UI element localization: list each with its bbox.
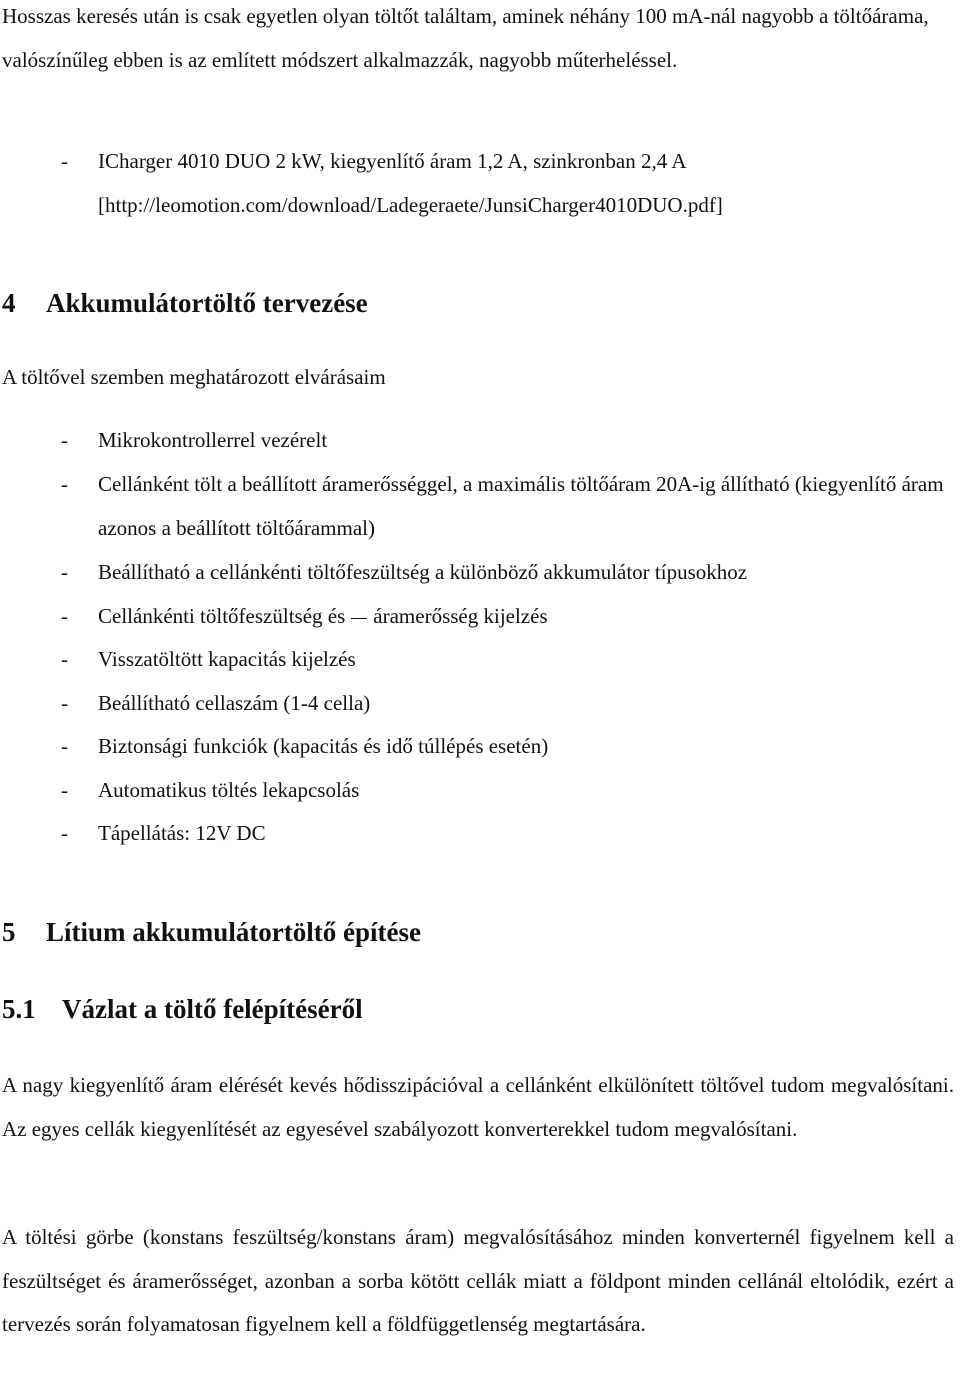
section-5-1-paragraph-1: A nagy kiegyenlítő áram elérését kevés hődisszipációval a cellánként elkülönített töltővel tudom megvalósítani. Az egyes cellák kiegyenlítését az egyesével szabályozott konverterekkel tudom megvalósítani. — [2, 1073, 954, 1141]
bullet-dash: - — [61, 428, 68, 452]
requirement-text: Beállítható cellaszám (1-4 cella) — [98, 691, 371, 715]
strikethrough-dash — [351, 618, 367, 619]
section-5-title: Lítium akkumulátortöltő építése — [46, 917, 421, 947]
section-5-1-heading — [2, 992, 363, 1026]
section-5-number: 5 — [2, 917, 16, 947]
intro-bullet — [2, 140, 954, 227]
requirement-item — [2, 419, 954, 463]
bullet-dash: - — [61, 604, 68, 628]
bullet-dash: - — [61, 472, 68, 496]
requirement-text: Automatikus töltés lekapcsolás — [98, 778, 360, 802]
requirement-text: Visszatöltött kapacitás kijelzés — [98, 647, 356, 671]
requirement-item — [2, 551, 954, 595]
requirement-text-part: áramerősség kijelzés — [373, 604, 548, 628]
requirement-text: Tápellátás: 12V DC — [98, 821, 266, 845]
requirement-item — [2, 463, 954, 550]
requirement-item — [2, 725, 954, 769]
requirement-item — [2, 638, 954, 682]
requirement-text: Mikrokontrollerrel vezérelt — [98, 428, 328, 452]
requirement-text: Biztonsági funkciók (kapacitás és idő túllépés esetén) — [98, 734, 549, 758]
requirement-text: Beállítható a cellánkénti töltőfeszültség a különböző akkumulátor típusokhoz — [98, 560, 748, 584]
bullet-dash: - — [61, 691, 68, 715]
requirement-text: Cellánként tölt a beállított áramerősséggel, a maximális töltőáram 20A-ig állítható (kiegyenlítő áram azonos a beállított töltőárammal) — [98, 472, 944, 540]
section-4-lead: A töltővel szemben meghatározott elvárásaim — [2, 365, 386, 389]
section-4-heading — [2, 286, 368, 320]
intro-paragraph: Hosszas keresés után is csak egyetlen olyan töltőt találtam, aminek néhány 100 mA-nál nagyobb a töltőárama, valószínűleg ebben is az említett módszert alkalmazzák, nagyobb műterheléssel. — [2, 4, 929, 72]
section-5-heading — [2, 915, 421, 949]
requirement-text — [98, 595, 954, 639]
requirement-item — [2, 595, 954, 639]
requirement-item — [2, 812, 954, 856]
bullet-dash: - — [61, 647, 68, 671]
bullet-dash: - — [61, 734, 68, 758]
section-5-1-paragraph-2: A töltési görbe (konstans feszültség/konstans áram) megvalósításához minden konverternél figyelnem kell a feszültséget és áramerősséget, azonban a sorba kötött cellák miatt a földpont minden cellánál eltolódik, ezért a tervezés során folyamatosan figyelnem kell a földfüggetlenség megtartására. — [2, 1225, 954, 1336]
section-4-number: 4 — [2, 288, 16, 318]
section-5-1-title: Vázlat a töltő felépítéséről — [62, 994, 363, 1024]
bullet-dash: - — [61, 560, 68, 584]
section-5-1-number: 5.1 — [2, 994, 36, 1024]
section-4-title: Akkumulátortöltő tervezése — [46, 288, 368, 318]
requirement-item — [2, 682, 954, 726]
bullet-dash: - — [61, 821, 68, 845]
requirement-item — [2, 769, 954, 813]
bullet-dash: - — [61, 778, 68, 802]
requirement-text-part: Cellánkénti töltőfeszültség és — [98, 604, 346, 628]
intro-bullet-text: ICharger 4010 DUO 2 kW, kiegyenlítő áram 1,2 A, szinkronban 2,4 A [http://leomotion.com/download/Ladegeraete/JunsiCharger4010DUO.pdf] — [98, 149, 723, 217]
bullet-dash: - — [61, 149, 68, 173]
